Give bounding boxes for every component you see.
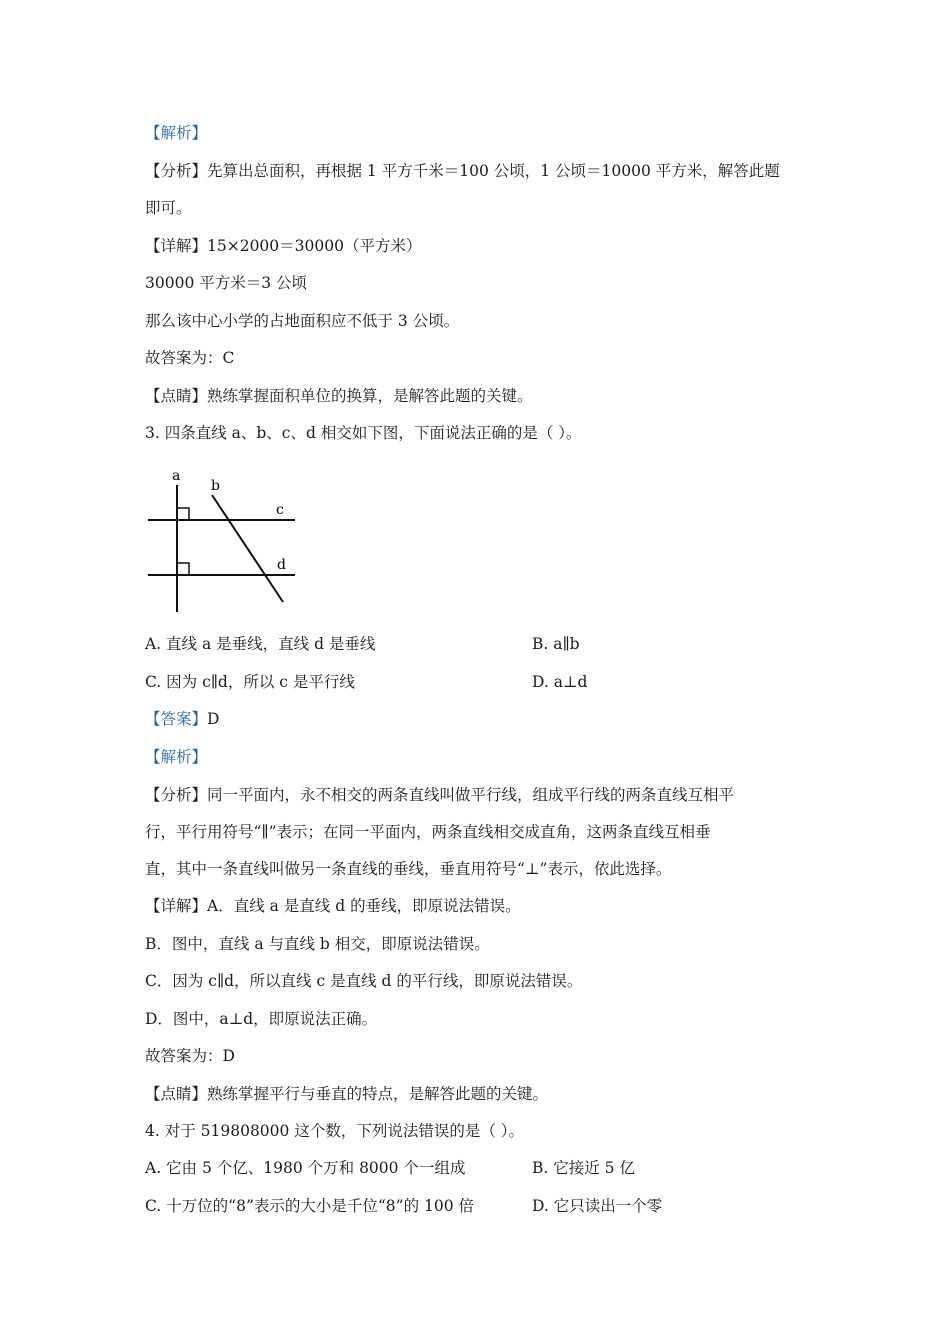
detail-line: D．图中，a⊥d，即原说法正确。 bbox=[145, 1010, 378, 1028]
key-point-line: 【点睛】熟练掌握平行与垂直的特点，是解答此题的关键。 bbox=[145, 1085, 549, 1103]
option-d: D. a⊥d bbox=[532, 673, 588, 691]
analysis-line: 【分析】先算出总面积，再根据 1 平方千米＝100 公顷，1 公顷＝10000 平方米，解答此题 bbox=[145, 162, 780, 180]
answer-line: 故答案为：D bbox=[145, 1047, 235, 1065]
key-point-line: 【点睛】熟练掌握面积单位的换算，是解答此题的关键。 bbox=[145, 387, 533, 405]
option-b: B. 它接近 5 亿 bbox=[532, 1159, 635, 1177]
daan-tag: 【答案】 bbox=[145, 710, 208, 728]
label-b: b bbox=[211, 478, 220, 494]
label-a: a bbox=[172, 468, 181, 484]
analysis-line: 【分析】同一平面内，永不相交的两条直线叫做平行线，组成平行线的两条直线互相平 bbox=[145, 786, 735, 804]
detail-line: B．图中，直线 a 与直线 b 相交，即原说法错误。 bbox=[145, 935, 490, 953]
question-stem: 4. 对于 519808000 这个数，下列说法错误的是（ ）。 bbox=[145, 1122, 525, 1140]
question-stem: 3. 四条直线 a、b、c、d 相交如下图，下面说法正确的是（ ）。 bbox=[145, 424, 582, 442]
detail-line: 【详解】15×2000＝30000（平方米） bbox=[145, 237, 422, 255]
jiexi-tag: 【解析】 bbox=[145, 124, 208, 142]
detail-line: C．因为 c∥d，所以直线 c 是直线 d 的平行线，即原说法错误。 bbox=[145, 972, 583, 990]
option-b: B. a∥b bbox=[532, 635, 580, 653]
detail-line: 那么该中心小学的占地面积应不低于 3 公顷。 bbox=[145, 312, 460, 330]
option-c: C. 十万位的“8”表示的大小是千位“8”的 100 倍 bbox=[145, 1197, 475, 1215]
analysis-line: 直，其中一条直线叫做另一条直线的垂线，垂直用符号“⊥”表示，依此选择。 bbox=[145, 860, 672, 878]
label-d: d bbox=[277, 557, 286, 573]
option-c: C. 因为 c∥d，所以 c 是平行线 bbox=[145, 673, 355, 691]
answer-row bbox=[145, 708, 219, 730]
label-c: c bbox=[276, 502, 284, 518]
answer-line: 故答案为：C bbox=[145, 349, 235, 367]
detail-line: 30000 平方米＝3 公顷 bbox=[145, 274, 308, 292]
analysis-line: 即可。 bbox=[145, 199, 192, 217]
right-angle-mark-d bbox=[177, 563, 189, 575]
analysis-line: 行，平行用符号“∥”表示；在同一平面内，两条直线相交成直角，这两条直线互相垂 bbox=[145, 823, 711, 841]
option-d: D. 它只读出一个零 bbox=[532, 1197, 663, 1215]
intersecting-lines-figure bbox=[140, 465, 310, 615]
jiexi-tag: 【解析】 bbox=[145, 748, 208, 766]
detail-line: 【详解】A．直线 a 是直线 d 的垂线，即原说法错误。 bbox=[145, 897, 521, 915]
option-a: A. 直线 a 是垂线，直线 d 是垂线 bbox=[145, 635, 376, 653]
right-angle-mark-c bbox=[177, 508, 189, 520]
line-b bbox=[212, 495, 283, 602]
daan-value: D bbox=[207, 710, 220, 728]
option-a: A. 它由 5 个亿、1980 个万和 8000 个一组成 bbox=[145, 1159, 466, 1177]
